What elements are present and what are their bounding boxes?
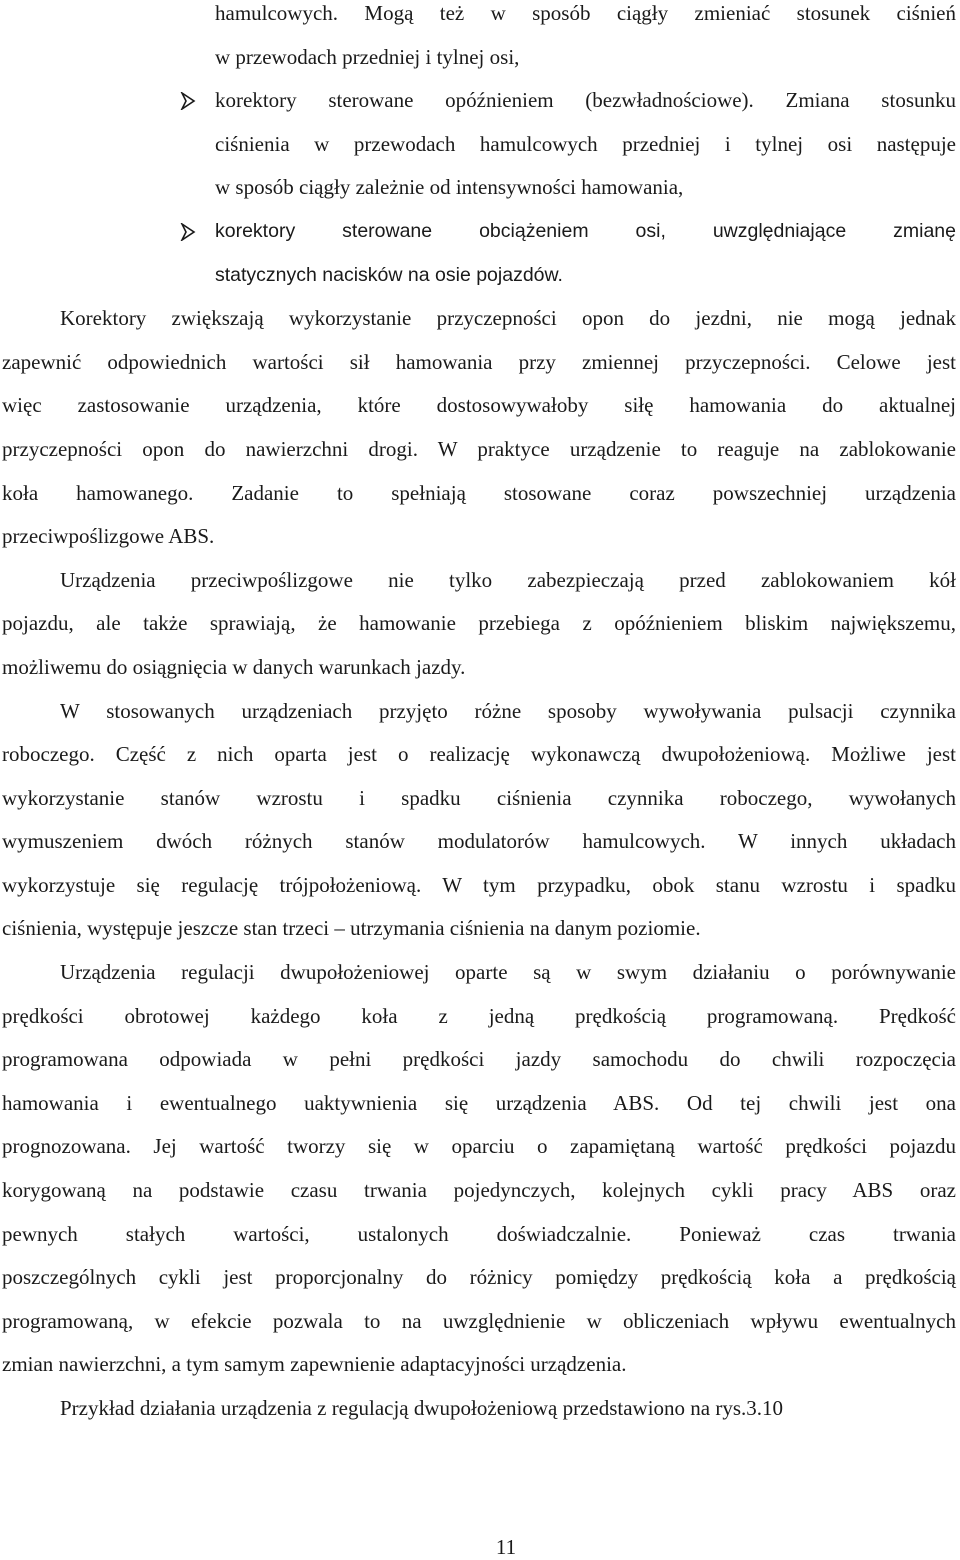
paragraph-line: W stosowanych urządzeniach przyjęto różne sposoby wywoływania pulsacji czynnika (60, 698, 956, 723)
paragraph-line: zmian nawierzchni, a tym samym zapewnienie adaptacyjności urządzenia. (2, 1352, 627, 1377)
paragraph-line: Urządzenia regulacji dwupołożeniowej oparte są w swym działaniu o porównywanie (60, 960, 956, 985)
paragraph-line: możliwemu do osiągnięcia w danych warunkach jazdy. (2, 654, 466, 679)
paragraph-line: Przykład działania urządzenia z regulacją dwupołożeniową przedstawiono na rys.3.10 (60, 1396, 784, 1420)
list-item-text: korektory sterowane opóźnieniem (bezwładnościowe). Zmiana stosunku (215, 88, 956, 113)
arrow-bullet-icon (178, 210, 198, 254)
paragraph-line: programowaną, w efekcie pozwala to na uwzględnienie w obliczeniach wpływu ewentualnych (2, 1308, 956, 1333)
list-item (215, 79, 956, 123)
paragraph-line: programowana odpowiada w pełni prędkości jazdy samochodu do chwili rozpoczęcia (2, 1047, 956, 1072)
paragraph-line: hamowania i ewentualnego uaktywnienia się urządzenia ABS. Od tej chwili jest ona (2, 1090, 956, 1115)
paragraph-line: zapewnić odpowiednich wartości sił hamowania przy zmiennej przyczepności. Celowe jest (2, 349, 956, 374)
list-item-continuation: w sposób ciągły zależnie od intensywności hamowania, (215, 175, 684, 200)
list-item-continuation: hamulcowych. Mogą też w sposób ciągły zmieniać stosunek ciśnień (215, 1, 956, 25)
paragraph-line: Korektory zwiększają wykorzystanie przyczepności opon do jezdni, nie mogą jednak (60, 306, 956, 331)
list-item-text: korektory sterowane obciążeniem osi, uwzględniające zmianę (215, 219, 956, 242)
paragraph-line: Urządzenia przeciwpoślizgowe nie tylko zabezpieczają przed zablokowaniem kół (60, 567, 956, 592)
page-number: 11 (495, 1535, 517, 1559)
paragraph-line: roboczego. Część z nich oparta jest o realizację wykonawczą dwupołożeniową. Możliwe jest (2, 742, 956, 767)
paragraph-line: korygowaną na podstawie czasu trwania pojedynczych, kolejnych cykli pracy ABS oraz (2, 1178, 956, 1203)
body-text (2, 0, 956, 1431)
list-item-continuation: w przewodach przedniej i tylnej osi, (215, 44, 520, 69)
paragraph-line: koła hamowanego. Zadanie to spełniają stosowane coraz powszechniej urządzenia (2, 480, 956, 505)
list-item-continuation: ciśnienia w przewodach hamulcowych przedniej i tylnej osi następuje (215, 131, 956, 156)
paragraph-line: prognozowana. Jej wartość tworzy się w oparciu o zapamiętaną wartość prędkości pojazdu (2, 1134, 956, 1159)
paragraph-line: prędkości obrotowej każdego koła z jedną prędkością programowaną. Prędkość (2, 1003, 956, 1028)
paragraph-line: przeciwpoślizgowe ABS. (2, 524, 215, 549)
list-item-continuation: statycznych nacisków na osie pojazdów. (215, 263, 563, 286)
paragraph-line: więc zastosowanie urządzenia, które dostosowywałoby siłę hamowania do aktualnej (2, 393, 956, 418)
paragraph-line: pojazdu, ale także sprawiają, że hamowanie przebiega z opóźnieniem bliskim największemu, (2, 611, 956, 636)
paragraph-line: przyczepności opon do nawierzchni drogi. W praktyce urządzenie to reaguje na zablokowanie (2, 436, 956, 461)
paragraph-line: wykorzystuje się regulację trójpołożeniową. W tym przypadku, obok stanu wzrostu i spadku (2, 872, 956, 897)
paragraph-line: wykorzystanie stanów wzrostu i spadku ciśnienia czynnika roboczego, wywołanych (2, 785, 956, 810)
paragraph-line: ciśnienia, występuje jeszcze stan trzeci – utrzymania ciśnienia na danym poziomie. (2, 916, 701, 941)
arrow-bullet-icon (178, 79, 198, 123)
paragraph-line: pewnych stałych wartości, ustalonych doświadczalnie. Ponieważ czas trwania (2, 1221, 956, 1246)
list-item (215, 210, 956, 254)
paragraph-line: poszczególnych cykli jest proporcjonalny do różnicy pomiędzy prędkością koła a prędkością (2, 1265, 956, 1290)
paragraph-line: wymuszeniem dwóch różnych stanów modulatorów hamulcowych. W innych układach (2, 829, 956, 854)
